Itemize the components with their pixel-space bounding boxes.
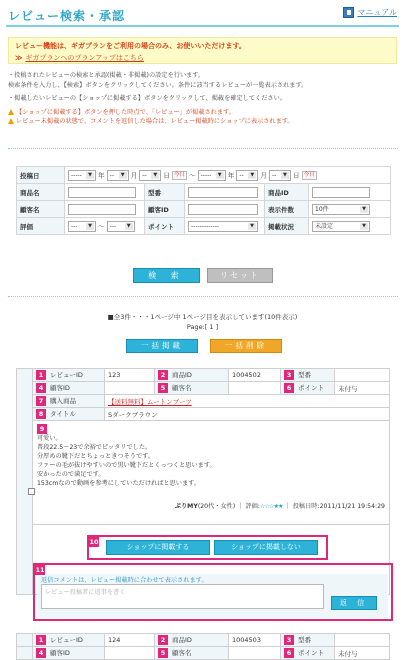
plan-upgrade-label: ギガプランへのプランアップはこちら xyxy=(25,54,144,62)
desc-line1: ・投稿されたレビューの検索と承認(掲載・非掲載)の設定を行います。 xyxy=(8,72,205,79)
customer-name-label: 5 顧客名 xyxy=(155,647,229,660)
divider xyxy=(8,296,398,297)
model-label: 3 型番 xyxy=(281,634,335,647)
customer-name-label: 5 顧客名 xyxy=(155,382,229,395)
customer-id-input[interactable] xyxy=(188,204,258,215)
product-id-label: 商品ID xyxy=(265,184,309,201)
review-id-label: 1 レビューID xyxy=(33,634,105,647)
status-select[interactable]: 未設定 ▼ xyxy=(312,221,370,232)
date-to-year[interactable]: ----- ▼ xyxy=(198,170,226,181)
bulk-post-button[interactable]: 一括掲載 xyxy=(126,339,198,353)
plan-notice-text: レビュー機能は、ギガプランをご利用の場合のみ、お使いいただけます。 xyxy=(15,42,246,50)
point-label: ポイント xyxy=(145,218,185,235)
bulk-delete-button[interactable]: 一括削除 xyxy=(210,339,282,353)
result-summary: ■全3件・・・1ページ中 1ページ目を表示しています(10件表示) xyxy=(107,313,298,321)
review-id-value: 123 xyxy=(105,369,155,382)
review-body: 可愛い。 普段22.5〜23で余裕でピッタリでした。 分厚めの靴下だとちょっときつそうです。 ファーの毛が抜けやすいので黒い靴下だとくっつくと思います。 安かったので満足です。 153cmなので動画を参考にしていただければと思います。 xyxy=(37,435,216,487)
purchased-product-link[interactable]: 【送料無料】ムートンブーツ xyxy=(108,397,192,406)
product-id-label: 2 商品ID xyxy=(155,369,229,382)
product-label: 商品名 xyxy=(17,184,65,201)
desc-warn2-text: レビュー未掲載の状態で、コメントを返信した場合は、レビュー掲載時にショップに表示されます。 xyxy=(16,118,294,125)
post-to-shop-button[interactable]: ショップに掲載する xyxy=(106,540,210,555)
product-id-value: 1004502 xyxy=(229,369,281,382)
rating-label: 評価 xyxy=(17,218,65,235)
review-select-cell xyxy=(17,369,33,595)
date-from-day[interactable]: -- ▼ xyxy=(139,170,161,181)
date-to-month[interactable]: -- ▼ xyxy=(236,170,258,181)
point-label: 6 ポイント xyxy=(281,647,335,660)
header-divider xyxy=(6,25,399,27)
divider xyxy=(8,148,398,149)
customer-label: 顧客名 xyxy=(17,201,65,218)
plan-upgrade-link[interactable] xyxy=(15,53,390,63)
num-badge: 9 xyxy=(37,424,47,434)
reply-note: 返信コメントは、レビュー掲載時に合わせて表示されます。 xyxy=(41,577,208,584)
manual-book-icon xyxy=(343,7,354,18)
date-to-day[interactable]: -- ▼ xyxy=(269,170,291,181)
posted-date: 投稿日時:2011/11/21 19:54:29 xyxy=(292,503,385,510)
point-select[interactable]: ------------- ▼ xyxy=(188,221,258,232)
desc-warn1-text: 【ショップに掲載する】ボタンを押した時点で、「レビュー」が掲載されます。 xyxy=(16,108,235,116)
display-count-select[interactable]: 10件 ▼ xyxy=(312,204,370,215)
manual-label: マニュアル xyxy=(357,8,397,17)
desc-line2: 検索条件を入力し、【検索】ボタンをクリックしてください。条件に該当するレビューが一覧表示されます。 xyxy=(8,81,308,89)
model-input[interactable] xyxy=(188,187,258,198)
date-from-month[interactable]: -- ▼ xyxy=(107,170,129,181)
review-checkbox[interactable] xyxy=(28,488,35,495)
rating-from-select[interactable]: --- ▼ xyxy=(68,221,96,232)
num-badge: 11 xyxy=(35,566,45,574)
customer-id-label: 顧客ID xyxy=(145,201,185,218)
today-to-button[interactable]: 今日 xyxy=(303,171,315,178)
review-body-cell xyxy=(33,421,390,525)
description xyxy=(8,71,400,127)
warning-icon xyxy=(8,109,14,115)
customer-id-label: 4 顧客ID xyxy=(33,647,105,660)
point-value: 未付与 xyxy=(335,647,390,660)
reviewer-name: ぷりMY xyxy=(174,503,198,510)
reply-button[interactable]: 返 信 xyxy=(331,596,377,610)
model-value xyxy=(335,369,390,382)
customer-id-value xyxy=(105,382,155,395)
rating-stars: ☆☆☆★★ xyxy=(259,503,283,510)
rating-to-select[interactable]: --- ▼ xyxy=(107,221,135,232)
purchased-label: 7 購入商品 xyxy=(33,395,105,408)
pagination: Page:[ 1 ] xyxy=(186,323,219,331)
model-label: 型番 xyxy=(145,184,185,201)
review-title-value: Sダークブラウン xyxy=(105,408,390,421)
review-id-label: 1 レビューID xyxy=(33,369,105,382)
warning-icon xyxy=(8,118,14,124)
reset-button[interactable]: リセット xyxy=(207,268,273,283)
date-from-year[interactable]: ----- ▼ xyxy=(68,170,96,181)
plan-notice xyxy=(8,37,397,64)
customer-name-value xyxy=(229,382,281,395)
unpost-from-shop-button[interactable]: ショップに掲載しない xyxy=(214,540,318,555)
manual-link[interactable] xyxy=(343,7,397,18)
point-label: 6 ポイント xyxy=(281,382,335,395)
customer-input[interactable] xyxy=(68,204,136,215)
desc-line3: ・掲載したいレビューの【ショップに掲載する】ボタンをクリックして、掲載を確定してください。 xyxy=(8,95,286,102)
chevron-right-icon: ≫ xyxy=(15,54,23,62)
today-from-button[interactable]: 今日 xyxy=(173,171,185,178)
desc-warn2 xyxy=(8,117,400,127)
customer-id-label: 4 顧客ID xyxy=(33,382,105,395)
review-card xyxy=(16,368,390,595)
review-card xyxy=(16,633,390,660)
point-value: 未付与 xyxy=(335,382,390,395)
search-button[interactable]: 検 索 xyxy=(133,268,200,283)
search-form: 投稿日 ----- ▼ 年 -- ▼ 月 -- ▼ 日 今日 〜 ----- ▼ 年 -- ▼ 月 -- ▼ 日 今日 商品名 型番 商品ID 顧客名 顧客ID 表示件数 10件 ▼ 評価 --- ▼ 〜 --- ▼ ポイント ------------- ▼ 掲載状況 未設定 ▼ xyxy=(16,166,391,235)
review-meta: ぷりMY(20代・女性) ｜ 評価:☆☆☆★★ ｜ 投稿日時:2011/11/21 19:54:29 xyxy=(174,503,385,510)
review-id-value: 124 xyxy=(105,634,155,647)
model-label: 3 型番 xyxy=(281,369,335,382)
reply-textarea[interactable]: レビュー投稿者に返事を書く xyxy=(41,584,324,609)
product-input[interactable] xyxy=(68,187,136,198)
desc-warn1 xyxy=(8,108,400,118)
date-range: ----- ▼ 年 -- ▼ 月 -- ▼ 日 今日 〜 ----- ▼ 年 -- ▼ 月 -- ▼ 日 今日 xyxy=(65,167,391,184)
display-count-label: 表示件数 xyxy=(265,201,309,218)
page-title: レビュー検索・承認 xyxy=(8,9,126,23)
page-header xyxy=(0,0,405,30)
status-label: 掲載状況 xyxy=(265,218,309,235)
product-id-input[interactable] xyxy=(312,187,370,198)
date-label: 投稿日 xyxy=(17,167,65,184)
num-badge: 10 xyxy=(89,538,99,546)
product-id-value: 1004503 xyxy=(229,634,281,647)
title-label: 8 タイトル xyxy=(33,408,105,421)
product-id-label: 2 商品ID xyxy=(155,634,229,647)
